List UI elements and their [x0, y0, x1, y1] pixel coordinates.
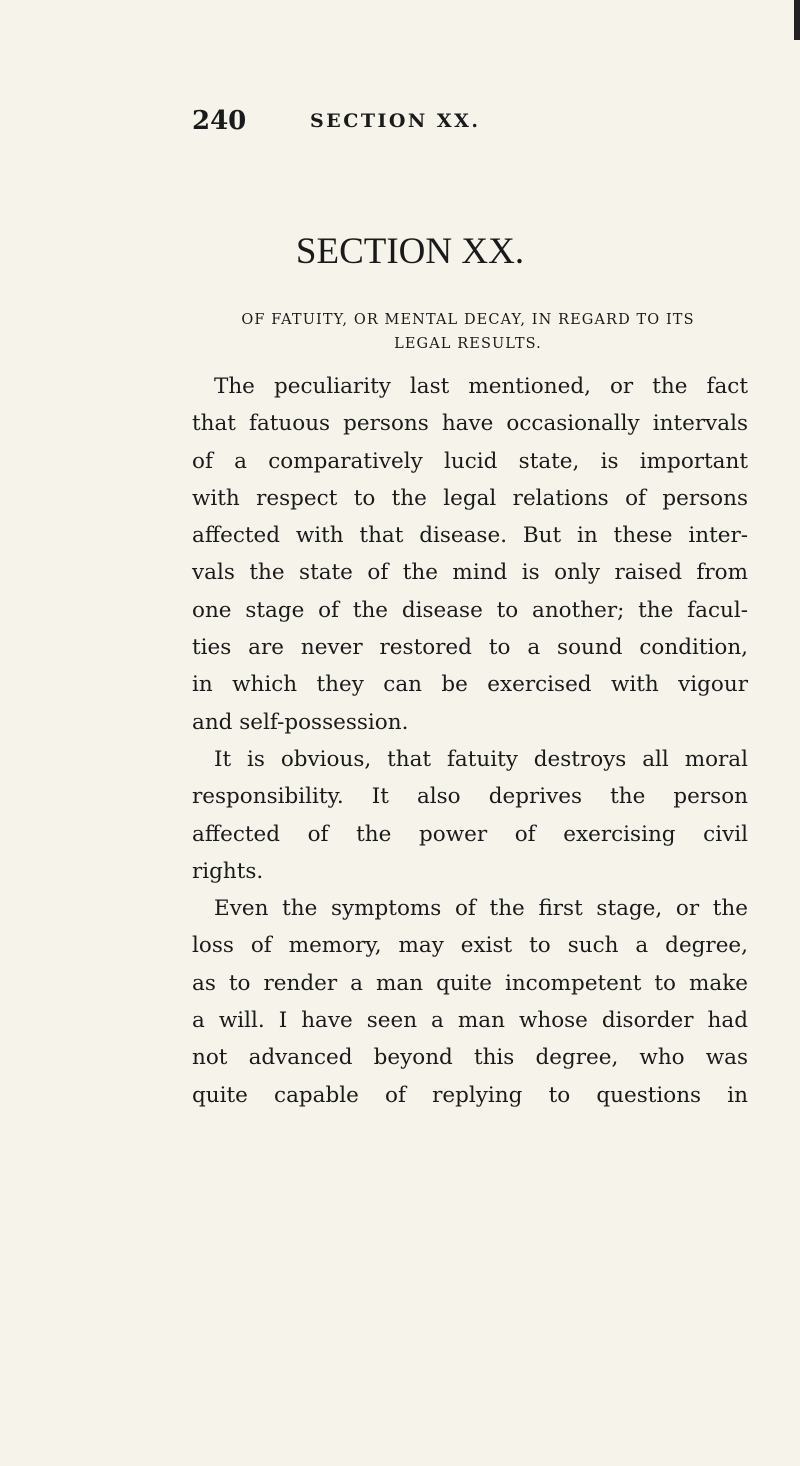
subtitle-line: OF FATUITY, OR MENTAL DECAY, IN REGARD TO ITS: [241, 312, 695, 328]
text-line: vals the state of the mind is only raised from: [192, 560, 748, 586]
text-line: not advanced beyond this degree, who was: [192, 1045, 748, 1071]
text-line: and self-possession.: [192, 709, 409, 735]
text-line: as to render a man quite incompetent to make: [192, 970, 748, 996]
text-line: a will. I have seen a man whose disorder had: [192, 1008, 748, 1034]
paragraph: [192, 741, 748, 890]
text-line: of a comparatively lucid state, is important: [192, 448, 748, 474]
paragraph: [192, 890, 748, 1114]
running-head: [0, 103, 800, 139]
body-text: [192, 368, 748, 1114]
page-edge-mark: [794, 0, 800, 40]
text-line: affected with that disease. But in these inter-: [192, 523, 748, 549]
text-line: Even the symptoms of the first stage, or the: [214, 896, 748, 922]
page-number: 240: [192, 106, 247, 136]
paragraph: [192, 368, 748, 741]
text-line: loss of memory, may exist to such a degree,: [192, 933, 748, 959]
text-line: with respect to the legal relations of persons: [192, 485, 748, 511]
text-line: responsibility. It also deprives the person: [192, 784, 748, 810]
text-line: The peculiarity last mentioned, or the fact: [214, 374, 748, 399]
text-line: quite capable of replying to questions in: [192, 1082, 748, 1108]
text-line: affected of the power of exercising civil: [192, 821, 748, 847]
text-line: ties are never restored to a sound condition,: [192, 635, 748, 661]
text-line: one stage of the disease to another; the facul-: [192, 597, 748, 623]
running-title: SECTION XX.: [310, 110, 481, 132]
section-title: SECTION XX.: [295, 231, 525, 272]
text-line: rights.: [192, 858, 264, 884]
text-line: in which they can be exercised with vigour: [192, 672, 748, 698]
section-subtitle: [188, 308, 748, 356]
text-line: It is obvious, that fatuity destroys all moral: [214, 746, 748, 772]
subtitle-line: LEGAL RESULTS.: [394, 336, 542, 352]
text-line: that fatuous persons have occasionally intervals: [192, 411, 748, 437]
